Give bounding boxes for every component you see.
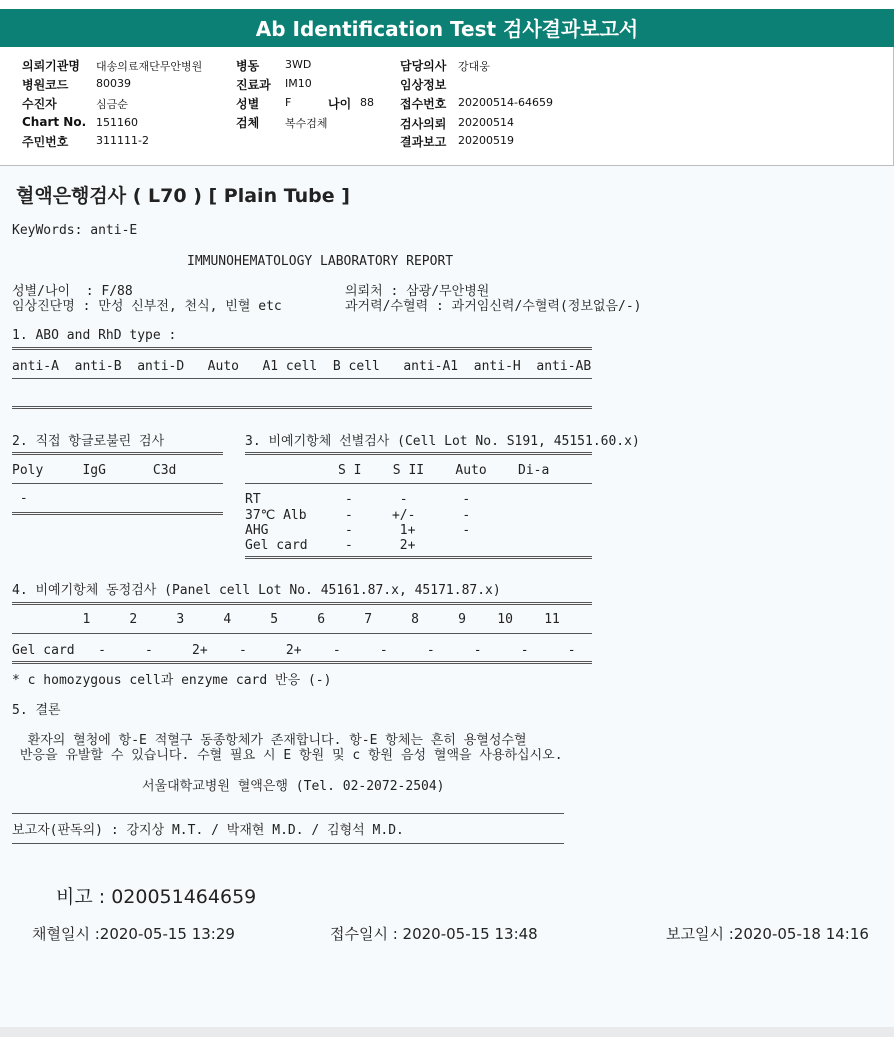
recipient-label: 수진자 (22, 97, 57, 111)
reporter: 보고자(판독의) : 강지상 M.T. / 박재현 M.D. / 김형석 M.D. (12, 823, 404, 838)
dat-values: - (12, 491, 28, 506)
screen-row-values: - - - (345, 492, 471, 507)
bloodbank-contact: 서울대학교병원 혈액은행 (Tel. 02-2072-2504) (142, 779, 445, 794)
conclusion-line: 반응을 유발할 수 있습니다. 수혈 필요 시 E 항원 및 c 항원 음성 혈액을 사용하십시오. (12, 748, 563, 763)
requester: 의뢰처 : 삼광/무안병원 (345, 284, 490, 299)
divider (12, 813, 564, 814)
divider (12, 378, 592, 379)
resident-no-value: 311111-2 (96, 134, 149, 147)
doctor-label: 담당의사 (400, 59, 447, 73)
divider (12, 452, 223, 455)
report-time: 보고일시 :2020-05-18 14:16 (666, 925, 869, 943)
panel-note: * c homozygous cell과 enzyme card 반응 (-) (12, 673, 332, 688)
bottom-divider (0, 1027, 894, 1037)
remark: 비고 : 020051464659 (56, 886, 257, 908)
screen-row-label: Gel card (245, 538, 308, 553)
transfusion-history: 과거력/수혈력 : 과거임신력/수혈력(정보없음/-) (345, 299, 642, 314)
divider (12, 406, 592, 409)
doctor-value: 강대웅 (458, 60, 490, 73)
collection-time: 채혈일시 :2020-05-15 13:29 (32, 925, 235, 943)
ward-value: 3WD (285, 58, 312, 71)
screen-row-values: - 2+ (345, 538, 416, 553)
dept-label: 진료과 (236, 78, 271, 92)
screen-row-label: AHG (245, 523, 269, 538)
report-title: Ab Identification Test 검사결과보고서 (0, 9, 894, 47)
divider (12, 602, 592, 605)
divider (245, 556, 592, 559)
receipt-no-value: 20200514-64659 (458, 96, 553, 109)
dat-title: 2. 직접 항글로불린 검사 (12, 434, 165, 449)
screen-row-values: - +/- - (345, 508, 471, 523)
receipt-no-label: 접수번호 (400, 97, 447, 111)
resident-no-label: 주민번호 (22, 135, 69, 149)
specimen-value: 복수검체 (285, 117, 328, 130)
institution-value: 대송의료재단무안병원 (96, 60, 203, 73)
divider (12, 843, 564, 844)
screen-headers: S I S II Auto Di-a (338, 463, 550, 478)
screen-row-values: - 1+ - (345, 523, 471, 538)
hospital-code-label: 병원코드 (22, 78, 69, 92)
divider (245, 452, 592, 455)
clinical-diagnosis: 임상진단명 : 만성 신부전, 천식, 빈혈 etc (12, 299, 282, 314)
panel-cell-numbers: 1 2 3 4 5 6 7 8 9 10 11 (12, 612, 560, 627)
report-heading: IMMUNOHEMATOLOGY LABORATORY REPORT (187, 254, 454, 269)
keywords: KeyWords: anti-E (12, 223, 138, 238)
screen-row-label: 37℃ Alb (245, 508, 307, 523)
divider (12, 633, 592, 634)
report-date-label: 결과보고 (400, 135, 447, 149)
age-label: 나이 (328, 97, 352, 111)
patient-info-header (0, 47, 894, 166)
panel-title: 4. 비예기항체 동정검사 (Panel cell Lot No. 45161.87.x, 45171.87.x) (12, 583, 501, 598)
specimen-label: 검체 (236, 116, 260, 130)
divider (12, 512, 223, 515)
clinical-info-label: 임상정보 (400, 78, 447, 92)
panel-gel-card-row: Gel card - - 2+ - 2+ - - - - - - (12, 643, 576, 658)
request-date-value: 20200514 (458, 116, 514, 129)
abo-headers: anti-A anti-B anti-D Auto A1 cell B cell anti-A1 anti-H anti-AB (12, 359, 592, 374)
abo-title: 1. ABO and RhD type : (12, 328, 177, 343)
conclusion-title: 5. 결론 (12, 703, 61, 718)
chart-no-label: Chart No. (22, 115, 87, 129)
conclusion-line: 환자의 혈청에 항-E 적혈구 동종항체가 존재합니다. 항-E 항체는 흔히 용혈성수혈 (12, 733, 527, 748)
divider (12, 483, 223, 484)
sex-value: F (285, 96, 292, 109)
screen-row-label: RT (245, 492, 261, 507)
hospital-code-value: 80039 (96, 77, 131, 90)
institution-label: 의뢰기관명 (22, 59, 80, 73)
dept-value: IM10 (285, 77, 312, 90)
screen-title: 3. 비예기항체 선별검사 (Cell Lot No. S191, 45151.60.x) (245, 434, 640, 449)
chart-no-value: 151160 (96, 116, 138, 129)
report-date-value: 20200519 (458, 134, 514, 147)
request-date-label: 검사의뢰 (400, 117, 447, 131)
sex-age: 성별/나이 : F/88 (12, 284, 133, 299)
divider (12, 661, 592, 664)
divider (12, 347, 592, 350)
section-title: 혈액은행검사 ( L70 ) [ Plain Tube ] (16, 185, 350, 207)
receipt-time: 접수일시 : 2020-05-15 13:48 (330, 925, 538, 943)
age-value: 88 (360, 96, 374, 109)
recipient-value: 심금순 (96, 98, 128, 111)
ward-label: 병동 (236, 59, 260, 73)
sex-label: 성별 (236, 97, 260, 111)
divider (245, 483, 592, 484)
dat-headers: Poly IgG C3d (12, 463, 177, 478)
